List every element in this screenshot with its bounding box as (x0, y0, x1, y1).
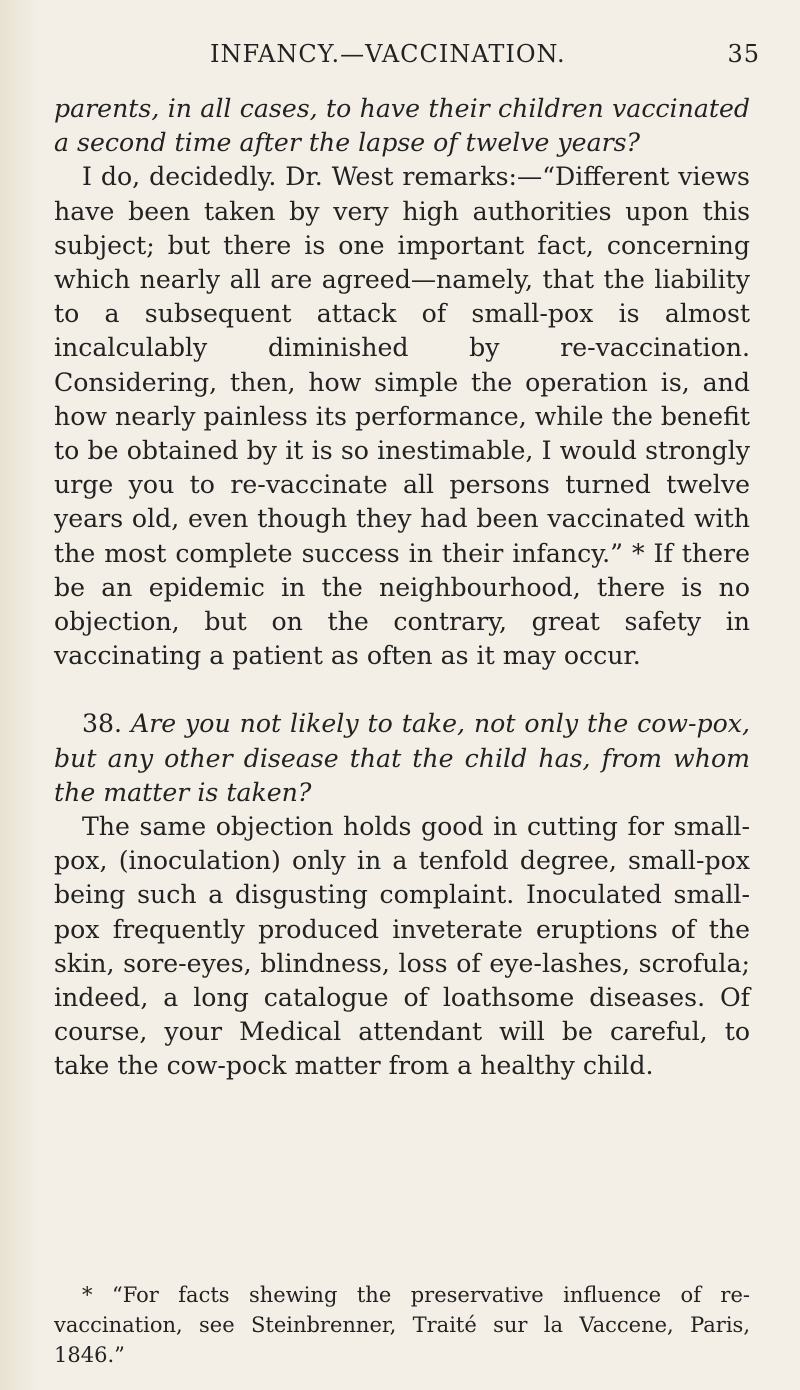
page-edge-shadow (0, 0, 40, 1390)
answer-paragraph: The same objection holds good in cutting for small-pox, (inoculation) only in a tenfold degree, small-pox being such a disgusting complaint. Inoculated small-pox frequently produced inveterate eruptions of the skin, sore-eyes, blindness, loss of eye-lashes, scrofula; indeed, a long catalogue of loathsome diseases. Of course, your Medical attendant will be careful, to take the cow-pock matter from a healthy child. (54, 812, 750, 1081)
question-paragraph: parents, in all cases, to have their children vaccinated a second time after the lapse of twelve years? (54, 94, 750, 158)
running-head: INFANCY.—VACCINATION. (210, 40, 566, 68)
question-number: 38. (82, 709, 123, 739)
question-paragraph-38 (54, 707, 750, 810)
page-header (70, 40, 760, 74)
paragraph-gap (54, 673, 750, 707)
question-text: Are you not likely to take, not only the cow-pox, but any other disease that the child has, from whom the matter is taken? (54, 709, 751, 807)
footnote-text: * “For facts shewing the preservative influence of re-vaccination, see Steinbrenner, Traité sur la Vaccene, Paris, 1846.” (54, 1283, 750, 1367)
body-text (54, 92, 750, 1084)
page-number: 35 (727, 40, 760, 68)
footnote (54, 1280, 750, 1370)
answer-paragraph: I do, decidedly. Dr. West remarks:—“Different views have been taken by very high authorities upon this subject; but there is one important fact, concerning which nearly all are agreed—namely, that the liability to a subsequent attack of small-pox is almost incalculably diminished by re-vaccination. Considering, then, how simple the operation is, and how nearly painless its performance, while the benefit to be obtained by it is so inestimable, I would strongly urge you to re-vaccinate all persons turned twelve years old, even though they had been vaccinated with the most complete success in their infancy.” * If there be an epidemic in the neighbourhood, there is no objection, but on the contrary, great safety in vaccinating a patient as often as it may occur. (54, 162, 750, 671)
